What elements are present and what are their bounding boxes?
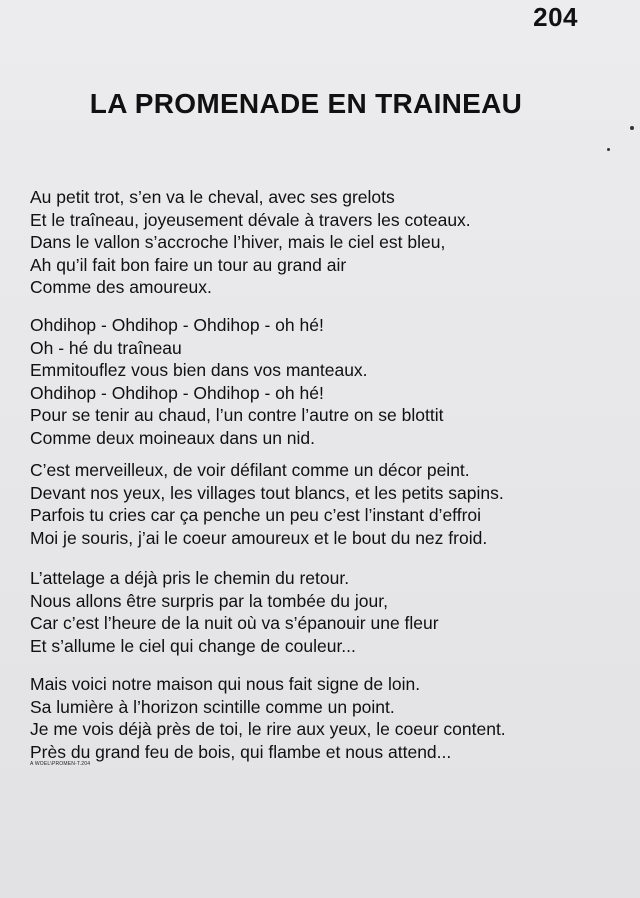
verse-line: Je me vois déjà près de toi, le rire aux yeux, le coeur content. xyxy=(30,719,506,739)
stanza-3 xyxy=(30,567,439,657)
stanza-2 xyxy=(30,459,504,549)
verse-line: Ah qu’il fait bon faire un tour au grand air xyxy=(30,254,347,275)
verse-line: Dans le vallon s’accroche l’hiver, mais le ciel est bleu, xyxy=(30,232,446,252)
verse-line: Au petit trot, s’en va le cheval, avec ses grelots xyxy=(30,187,395,207)
page-mark xyxy=(607,148,610,151)
file-reference: A WOEL\PROMEN-T.204 xyxy=(30,761,91,767)
stanza-4 xyxy=(30,673,506,763)
chorus-line: Ohdihop - Ohdihop - Ohdihop - oh hé! xyxy=(30,382,324,403)
verse-line: Mais voici notre maison qui nous fait signe de loin. xyxy=(30,674,421,694)
verse-line: Et le traîneau, joyeusement dévale à travers les coteaux. xyxy=(30,209,471,230)
verse-line: Nous allons être surpris par la tombée du jour, xyxy=(30,590,388,611)
chorus-line: Emmitouflez vous bien dans vos manteaux. xyxy=(30,360,368,380)
stanza-1 xyxy=(30,186,471,299)
verse-line: C’est merveilleux, de voir défilant comme un décor peint. xyxy=(30,460,470,480)
verse-line: Près du grand feu de bois, qui flambe et nous attend... xyxy=(30,741,452,762)
verse-line: Sa lumière à l’horizon scintille comme un point. xyxy=(30,696,395,717)
verse-line: Comme des amoureux. xyxy=(30,277,212,297)
chorus-line: Oh - hé du traîneau xyxy=(30,337,182,358)
chorus-line: Pour se tenir au chaud, l’un contre l’autre on se blottit xyxy=(30,405,444,425)
song-title: LA PROMENADE EN TRAINEAU xyxy=(89,88,523,119)
chorus-line: Ohdihop - Ohdihop - Ohdihop - oh hé! xyxy=(30,315,324,335)
page-number: 204 xyxy=(533,2,578,32)
verse-line: Et s’allume le ciel qui change de couleur... xyxy=(30,635,356,656)
verse-line: Parfois tu cries car ça penche un peu c’est l’instant d’effroi xyxy=(30,505,482,525)
chorus-line: Comme deux moineaux dans un nid. xyxy=(30,427,316,448)
chorus xyxy=(30,314,443,449)
verse-line: Car c’est l’heure de la nuit où va s’épanouir une fleur xyxy=(30,613,439,633)
verse-line: Devant nos yeux, les villages tout blancs, et les petits sapins. xyxy=(30,482,504,503)
verse-line: Moi je souris, j’ai le coeur amoureux et le bout du nez froid. xyxy=(30,527,488,548)
page-mark xyxy=(630,126,634,130)
verse-line: L’attelage a déjà pris le chemin du retour. xyxy=(30,568,350,588)
